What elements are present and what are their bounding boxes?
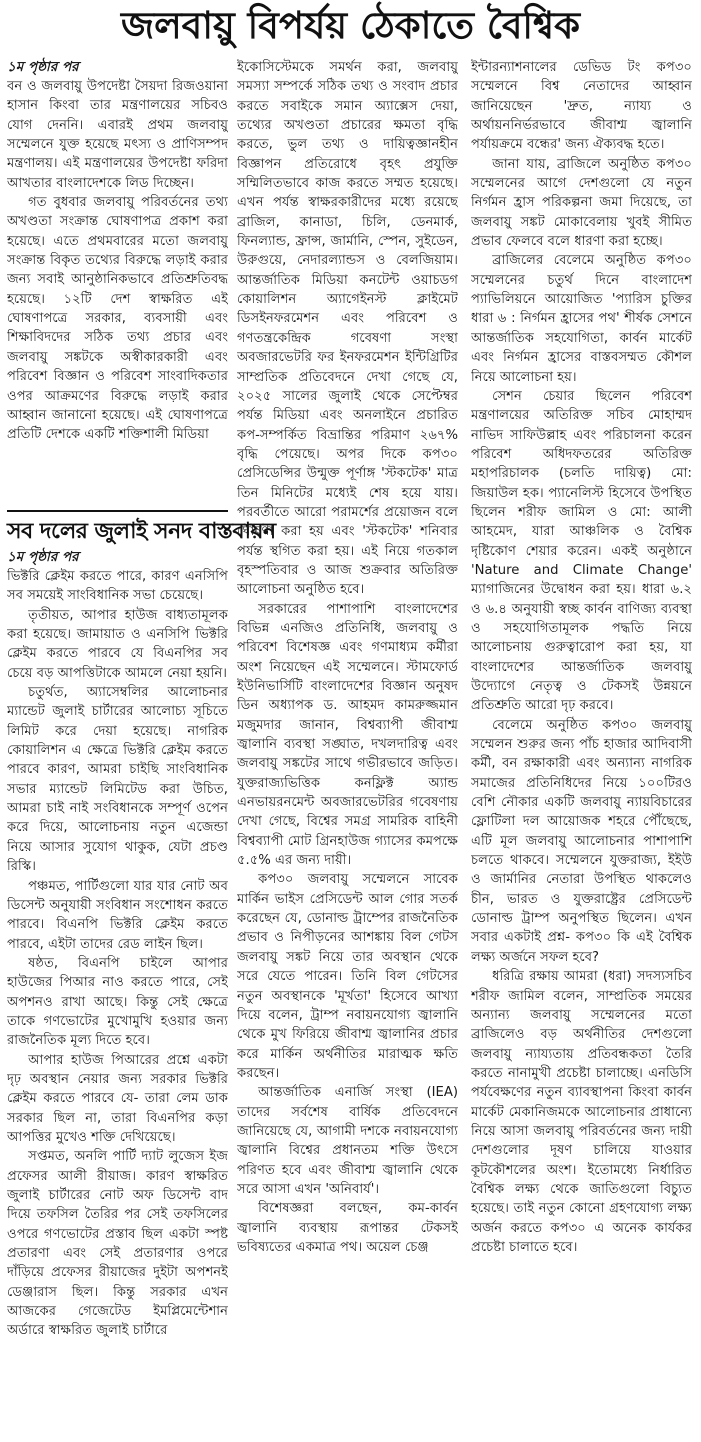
paragraph: সেশন চেয়ার ছিলেন পরিবেশ মন্ত্রণালয়ের অতিরিক্ত সচিব মোহাম্মদ নাভিদ সাফিউল্লাহ এবং পরিচালনা করেন পরিবেশ অধিদফতরের অতিরিক্ত মহাপরিচালক (চলতি দায়িত্ব) মো: জিয়াউল হক। প্যানেলিস্ট হিসেবে উপস্থিত ছিলেন শরীফ জামিল ও মো: আলী আহমেদ, যারা আঞ্চলিক ও বৈশ্বিক দৃষ্টিকোণ শেয়ার করেন। একই অনুষ্ঠানে 'Nature and Climate Change' ম্যাগাজিনের উদ্বোধন করা হয়। ধারা ৬.২ ও ৬.৪ অনুযায়ী স্বচ্ছ কার্বন বাণিজ্য ব্যবস্থা ও সহযোগিতামূলক পদ্ধতি নিয়ে আলোচনায় গুরুত্বারোপ করা হয়, যা বাংলাদেশের আন্তর্জাতিক জলবায়ু উদ্যোগে নেতৃত্ব ও টেকসই উন্নয়নে প্রতিশ্রুতি আরো দৃঢ় করবে। (471, 388, 692, 714)
paragraph: চতুর্থত, অ্যাসেম্বলির আলোচনার ম্যান্ডেট জুলাই চার্টারের আলোচ্য সূচিতে লিমিট করে দেয়া হয়েছে। নাগরিক কোয়ালিশন এ ক্ষেত্রে ভিক্টরি ক্লেইম করতে পারবে কারণ, আমরা চাইছি সাংবিধানিক সভার ম্যান্ডেট লিমিটেড করা উচিত, আমরা চাই নাই সংবিধানকে সম্পূর্ণ ওপেন করে দিয়ে, আলোচনায় নতুন এজেন্ডা নিয়ে আসার সুযোগ থাকুক, যেটা প্রচণ্ড রিস্কি। (7, 685, 228, 875)
continued-label: ১ম পৃষ্ঠার পর (7, 59, 79, 75)
paragraph: ইকোসিস্টেমকে সমর্থন করা, জলবায়ু সমস্যা সম্পর্কে সঠিক তথ্য ও সংবাদ প্রচার করতে সবাইকে সমান অ্যাক্সেস দেয়া, তথ্যের অখণ্ডতা প্রচারের ক্ষমতা বৃদ্ধি করতে, ভুল তথ্য ও দায়িত্বজ্ঞানহীন বিজ্ঞাপন প্রতিরোধে বৃহৎ প্রযুক্তি সম্মিলিতভাবে কাজ করতে সম্মত হয়েছে। এখন পর্যন্ত স্বাক্ষরকারীদের মধ্যে রয়েছে ব্রাজিল, কানাডা, চিলি, ডেনমার্ক, ফিনল্যান্ড, ফ্রান্স, জার্মানি, স্পেন, সুইডেন, উরুগুয়ে, নেদারল্যান্ডস ও বেলজিয়াম। আন্তর্জাতিক মিডিয়া কনটেন্ট ওয়াচডগ কোয়ালিশন অ্যাগেইনস্ট ক্লাইমেট ডিসইনফরমেশন এবং পরিবেশ ও গণতন্ত্রকেন্দ্রিক গবেষণা সংস্থা অবজারভেটরি ফর ইনফরমেশন ইন্টিগ্রিটির সাম্প্রতিক প্রতিবেদনে দেখা গেছে যে, ২০২৫ সালের জুলাই থেকে সেপ্টেম্বর পর্যন্ত মিডিয়া এবং অনলাইনে প্রচারিত কপ-সম্পর্কিত বিভ্রান্তির পরিমাণ ২৬৭% বৃদ্ধি পেয়েছে। অপর দিকে কপ৩০ প্রেসিডেন্সির উন্মুক্ত পূর্ণাঙ্গ 'স্টকটেক' মাত্র তিন মিনিটের মধ্যেই শেষ হয়ে যায়। পরবর্তীতে আরো পরামর্শের প্রয়োজন বলে ঘোষণা করা হয় এবং 'স্টকটেক' শনিবার পর্যন্ত স্থগিত করা হয়। এই নিয়ে গতকাল বৃহস্পতিবার ও আজ শুক্রবার অতিরিক্ত আলোচনা অনুষ্ঠিত হবে। (237, 60, 458, 598)
article1-body-col1 (7, 77, 228, 522)
article1-body-col2 (237, 58, 458, 1428)
column-2 (237, 58, 458, 1428)
paragraph: বন ও জলবায়ু উপদেষ্টা সৈয়দা রিজওয়ানা হাসান কিংবা তার মন্ত্রণালয়ের সচিবও যোগ দেননি। এবারই প্রথম জলবায়ু সম্মেলনে যুক্ত হয়েছে মৎস্য ও প্রাণিসম্পদ মন্ত্রণালয়। এই মন্ত্রণালয়ের উপদেষ্টা ফরিদা আখতার বাংলাদেশকে লিড দিচ্ছেন। (7, 79, 228, 191)
article2 (7, 510, 276, 1442)
paragraph: বিশেষজ্ঞরা বলছেন, কম-কার্বন জ্বালানি ব্যবস্থায় রূপান্তর টেকসই ভবিষ্যতের একমাত্র পথ। অয়েল চেঞ্জ (237, 1201, 458, 1255)
column-3 (471, 58, 692, 1428)
continued-label: ১ম পৃষ্ঠার পর (7, 549, 79, 565)
paragraph: আপার হাউজ পিআরের প্রশ্নে একটা দৃঢ় অবস্থান নেয়ার জন্য সরকার ভিক্টরি ক্লেইম করতে পারবে যে- তারা লেম ডাক সরকার ছিল না, তারা বিএনপির কড়া আপত্তির মুখেও শক্তি দেখিয়েছে। (7, 1052, 228, 1145)
paragraph: সপ্তমত, অনলি পার্টি দ্যাট লুজেস ইজ প্রফেসর আলী রীয়াজ। কারণ স্বাক্ষরিত জুলাই চার্টারের নোট অফ ডিসেন্ট বাদ দিয়ে তফসিল তৈরির পর সেই তফসিলের ওপরে গণভোটের প্রস্তাব ছিল একটা স্পষ্ট প্রতারণা এবং সেই প্রতারণার ওপরে দাঁড়িয়ে প্রফেসর রীয়াজের দুইটা অপশনই ডেঞ্জারাস ছিল। কিন্তু সরকার এখন আজকের গেজেটেড ইমপ্লিমেন্টেশান অর্ডারে স্বাক্ষরিত জুলাই চার্টারে (7, 1149, 228, 1339)
paragraph: ইন্টারন্যাশনালের ডেভিড টং কপ৩০ সম্মেলনে বিশ্ব নেতাদের আহ্বান জানিয়েছেন 'দ্রুত, ন্যায্য ও অর্থায়ননির্ভরভাবে জীবাশ্ম জ্বালানি পর্যায়ক্রমে বন্ধের' জন্য ঐক্যবদ্ধ হতে। (471, 60, 692, 153)
article-headline: জলবায়ু বিপর্যয় ঠেকাতে বৈশ্বিক (120, 4, 581, 47)
paragraph: কপ৩০ জলবায়ু সম্মেলনে সাবেক মার্কিন ভাইস প্রেসিডেন্ট আল গোর সতর্ক করেছেন যে, ডোনাল্ড ট্রাম্পের রাজনৈতিক প্রভাব ও নিপীড়নের আশঙ্কায় বিল গেটস জলবায়ু সঙ্কট নিয়ে তার অবস্থান থেকে সরে যেতে পারেন। তিনি বিল গেটসের নতুন অবস্থানকে 'মূর্খতা' হিসেবে আখ্যা দিয়ে বলেন, ট্রাম্প নবায়নযোগ্য জ্বালানি থেকে মুখ ফিরিয়ে জীবাশ্ম জ্বালানির প্রচার করে মার্কিন অর্থনীতির মারাত্মক ক্ষতি করছেন। (237, 872, 458, 1081)
article1-body-col3 (471, 58, 692, 1428)
paragraph: সরকারের পাশাপাশি বাংলাদেশের বিভিন্ন এনজিও প্রতিনিধি, জলবায়ু ও পরিবেশ বিশেষজ্ঞ এবং গণমাধ্যম কর্মীরা অংশ নিয়েছেন এই সম্মেলনে। স্টামফোর্ড ইউনিভার্সিটি বাংলাদেশের বিজ্ঞান অনুষদ ডিন অধ্যাপক ড. আহমদ কামরুজ্জমান মজুমদার জানান, বিশ্বব্যাপী জীবাশ্ম জ্বালানি ব্যবস্থা সঙ্ঘাত, দখলদারিত্ব এবং জলবায়ু সঙ্কটের সাথে গভীরভাবে জড়িত। যুক্তরাজ্যভিত্তিক কনফ্লিক্ট অ্যান্ড এনভায়রনমেন্ট অবজারভেটরির গবেষণায় দেখা গেছে, বিশ্বের সমগ্র সামরিক বাহিনী বিশ্বব্যাপী মোট গ্রিনহাউজ গ্যাসের কমপক্ষে ৫.৫% এর জন্য দায়ী। (237, 601, 458, 869)
paragraph: গত বুধবার জলবায়ু পরিবর্তনের তথ্য অখণ্ডতা সংক্রান্ত ঘোষণাপত্র প্রকাশ করা হয়েছে। এতে প্রথমবারের মতো জলবায়ু সংক্রান্ত বিকৃত তথ্যের বিরুদ্ধে লড়াই করার জন্য সবাই আনুষ্ঠানিকভাবে প্রতিশ্রুতিবদ্ধ হয়েছে। ১২টি দেশ স্বাক্ষরিত এই ঘোষণাপত্রে সরকার, ব্যবসায়ী এবং শিক্ষাবিদদের সঠিক তথ্য প্রচার এবং জলবায়ু সঙ্কটকে অস্বীকারকারী এবং পরিবেশ বিজ্ঞান ও পরিবেশ সাংবাদিকতার ওপর আক্রমণের বিরুদ্ধে লড়াই করার আহ্বান জানানো হয়েছে। এই ঘোষণাপত্রে প্রতিটি দেশকে একটি শক্তিশালী মিডিয়া (7, 195, 228, 443)
paragraph: তৃতীয়ত, আপার হাউজ বাধ্যতামূলক করা হয়েছে। জামায়াত ও এনসিপি ভিক্টরি ক্লেইম করতে পারবে যে বিএনপির সব চেয়ে বড় আপত্তিটাকে আমলে নেয়া হয়নি। (7, 607, 228, 681)
column-1 (7, 58, 228, 522)
paragraph: আন্তর্জাতিক এনার্জি সংস্থা (IEA) তাদের সর্বশেষ বার্ষিক প্রতিবেদনে জানিয়েছে যে, আগামী দশকে নবায়নযোগ্য জ্বালানি বিশ্বের প্রধানতম শক্তি উৎসে পরিণত হবে এবং জীবাশ্ম জ্বালানি থেকে সরে আসা এখন 'অনিবার্য'। (237, 1085, 458, 1197)
paragraph: ব্রাজিলের বেলেমে অনুষ্ঠিত কপ৩০ সম্মেলনের চতুর্থ দিনে বাংলাদেশ প্যাভিলিয়নে আয়োজিত 'প্যারিস চুক্তির ধারা ৬ : নির্গমন হ্রাসের পথ' শীর্ষক সেশনে আন্তর্জাতিক সহযোগিতা, কার্বন মার্কেট এবং নির্গমন হ্রাসের বাস্তবসম্মত কৌশল নিয়ে আলোচনা হয়। (471, 253, 692, 385)
paragraph: পঞ্চমত, পার্টিগুলো যার যার নোট অব ডিসেন্ট অনুযায়ী সংবিধান সংশোধন করতে পারবে। বিএনপি ভিক্টরি ক্লেইম করতে পারবে, এইটা তাদের রেড লাইন ছিল। (7, 878, 228, 952)
paragraph: ষষ্ঠত, বিএনপি চাইলে আপার হাউজের পিআর নাও করতে পারে, সেই অপশনও রাখা আছে। কিন্তু সেই ক্ষেত্রে তাকে গণভোটের মুখোমুখি হওয়ার জন্য রাজনৈতিক মূল্য দিতে হবে। (7, 955, 228, 1049)
paragraph: বেলেমে অনুষ্ঠিত কপ৩০ জলবায়ু সম্মেলন শুরুর জন্য পাঁচ হাজার আদিবাসী কর্মী, বন রক্ষাকারী এবং অন্যান্য নাগরিক সমাজের প্রতিনিধিদের নিয়ে ১০০টিরও বেশি নৌকার একটি জলবায়ু ন্যায়বিচারের ফ্লোটিলা দল আয়োজক শহরে পৌঁছেছে, এটি মূল জলবায়ু আলোচনার পাশাপাশি চলতে থাকবে। সম্মেলনে যুক্তরাজ্য, ইইউ ও জার্মানির নেতারা উপস্থিত থাকলেও চীন, ভারত ও যুক্তরাষ্ট্রের প্রেসিডেন্ট ডোনাল্ড ট্রাম্প অনুপস্থিত ছিলেন। এখন সবার একটাই প্রশ্ন- কপ৩০ কি এই বৈশ্বিক লক্ষ্য অর্জনে সফল হবে? (471, 717, 692, 965)
article2-body (7, 567, 228, 1442)
article2-headline: সব দলের জুলাই সনদ বাস্তবায়ন (7, 519, 276, 544)
paragraph: ভিক্টরি ক্লেইম করতে পারে, কারণ এনসিপি সব সময়েই সাংবিধানিক সভা চেয়েছে। (7, 569, 228, 604)
paragraph: ধরিত্রি রক্ষায় আমরা (ধরা) সদস্যসচিব শরীফ জামিল বলেন, সাম্প্রতিক সময়ের অন্যান্য জলবায়ু সম্মেলনের মতো ব্রাজিলেও বড় অর্থনীতির দেশগুলো জলবায়ু ন্যায্যতায় প্রতিবন্ধকতা তৈরি করতে নানামুখী প্রচেষ্টা চালাচ্ছে। এনডিসি পর্যবেক্ষণের নতুন ব্যাবস্থাপনা কিংবা কার্বন মার্কেট মেকানিজমকে আলোচনার প্রাধান্যে নিয়ে আসা জলবায়ু পরিবর্তনের জন্য দায়ী দেশগুলোর দূষণ চালিয়ে যাওয়ার কূটকৌশলের অংশ। ইতোমধ্যে নির্ধারিত বৈশ্বিক লক্ষ্য থেকে জাতিগুলো বিচ্যুত হয়েছে। তাই নতুন কোনো গ্রহণযোগ্য লক্ষ্য অর্জন করতে কপ৩০ এ অনেক কার্যকর প্রচেষ্টা চালাতে হবে। (471, 969, 692, 1255)
paragraph: জানা যায়, ব্রাজিলে অনুষ্ঠিত কপ৩০ সম্মেলনের আগে দেশগুলো যে নতুন নির্গমন হ্রাস পরিকল্পনা জমা দিয়েছে, তা জলবায়ু সঙ্কট মোকাবেলায় খুবই সীমিত প্রভাব ফেলবে বলে ধারণা করা হচ্ছে। (471, 156, 692, 250)
